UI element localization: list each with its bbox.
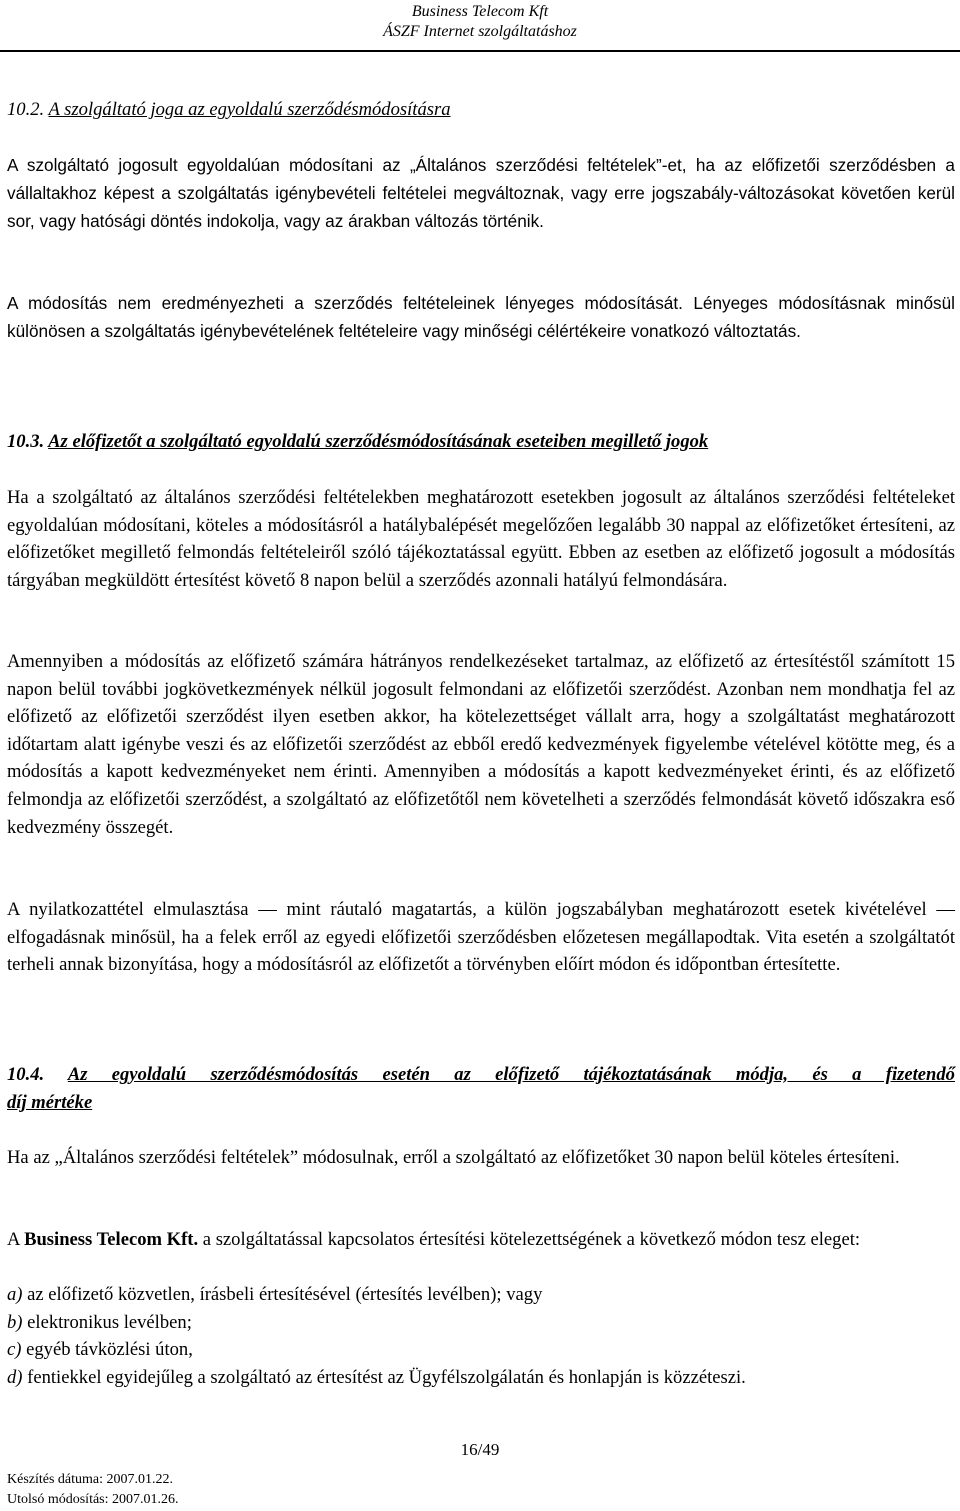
modified-date: Utolsó módosítás: 2007.01.26. [7, 1492, 179, 1507]
section-10-2-paragraph-1: A szolgáltató jogosult egyoldalúan módosítani az „Általános szerződési feltételek”-et, ha az előfizetői szerződésben a vállaltakhoz képest a szolgáltatás igénybevételi feltételei megváltoznak, vagy erre jogszabály-változásokat követően kerül sor, vagy hatósági döntés indokolja, vagy az árakban változás történik. [7, 155, 955, 231]
list-item: b) elektronikus levélben; [7, 1311, 192, 1333]
section-10-2-heading [7, 96, 955, 124]
section-10-3-paragraph-1: Ha a szolgáltató az általános szerződési feltételekben meghatározott esetekben jogosult az általános szerződési feltételeket egyoldalúan módosítani, köteles a módosításról a hatálybalépését megelőzően legalább 30 nappal az előfizetőket értesíteni, az előfizetőket megillető felmondás feltételeiről szóló tájékoztatással együtt. Ebben az esetben az előfizető jogosult a módosítás tárgyában megküldött értesítést követő 8 napon belül a szerződés azonnali hatályú felmondására. [7, 487, 955, 591]
list-item: a) az előfizető közvetlen, írásbeli értesítésével (értesítés levélben); vagy [7, 1284, 543, 1305]
list-marker: d) [7, 1366, 23, 1388]
section-10-3-heading [7, 428, 955, 456]
section-10-2-paragraph-2: A módosítás nem eredményezheti a szerződés feltételeinek lényeges módosítását. Lényeges módosításnak minősül különösen a szolgáltatás igénybevételének feltételeire vagy minőségi célértékeire vonatkozó változtatás. [7, 293, 955, 341]
list-marker: b) [7, 1311, 23, 1333]
section-10-4-paragraph-1: Ha az „Általános szerződési feltételek” módosulnak, erről a szolgáltató az előfizetőket 30 napon belül köteles értesíteni. [7, 1147, 900, 1168]
list-item: d) fentiekkel egyidejűleg a szolgáltató az értesítést az Ügyfélszolgálatán és honlapján is közzéteszi. [7, 1366, 746, 1388]
section-10-4-paragraph-2: A Business Telecom Kft. a szolgáltatással kapcsolatos értesítési kötelezettségének a következő módon tesz eleget: [7, 1229, 861, 1250]
section-title-line-1: Az egyoldalú szerződésmódosítás esetén az előfizető tájékoztatásának módja, és a fizetendő [67, 1064, 955, 1085]
company-name: Business Telecom Kft. [24, 1229, 199, 1250]
section-number: 10.3. [7, 431, 45, 452]
section-number: 10.2. [7, 99, 45, 120]
section-title: Az előfizetőt a szolgáltató egyoldalú szerződésmódosításának eseteiben megillető jogok [48, 431, 709, 452]
section-10-3-paragraph-3: A nyilatkozattétel elmulasztása ― mint ráutaló magatartás, a külön jogszabályban meghatározott esetek kivételével ― elfogadásnak minősül, ha a felek erről az egyedi előfizetői szerződésben előzetesen megállapodtak. Vita esetén a szolgáltatót terheli annak bizonyítása, hogy a módosításról az előfizetőt a törvényben előírt módon és időpontban értesítette. [7, 899, 955, 976]
list-item: c) egyéb távközlési úton, [7, 1339, 193, 1361]
page-number: 16/49 [460, 1440, 500, 1459]
header-divider [0, 50, 960, 52]
section-title: A szolgáltató joga az egyoldalú szerződésmódosításra [48, 99, 451, 120]
list-marker: c) [7, 1339, 22, 1361]
section-number: 10.4. [7, 1064, 45, 1085]
page-header [0, 2, 960, 42]
page-footer [7, 1470, 179, 1510]
header-company: Business Telecom Kft [411, 3, 549, 20]
notification-methods-list [7, 1281, 955, 1391]
section-title-line-2: díj mértéke [7, 1091, 93, 1113]
list-marker: a) [7, 1284, 23, 1305]
created-date: Készítés dátuma: 2007.01.22. [7, 1472, 174, 1487]
section-10-3-paragraph-2: Amennyiben a módosítás az előfizető számára hátrányos rendelkezéseket tartalmaz, az előfizető az értesítéstől számított 15 napon belül további jogkövetkezmények nélkül jogosult felmondani az előfizetői szerződést. Azonban nem mondhatja fel az előfizető az előfizetői szerződést ilyen esetben akkor, ha kötelezettséget vállalt arra, hogy a szolgáltatást meghatározott időtartam alatt igénybe veszi és az előfizetői szerződést az ebből eredő kedvezmények figyelembe vételével kötötte meg, és a módosítás a kapott kedvezményeket nem érinti. Amennyiben a módosítás a kapott kedvezményeket érinti, és az előfizető felmondja az előfizetői szerződést, a szolgáltató az előfizetőtől nem követelheti a szerződés felmondását követő időszakra eső kedvezmény összegét. [7, 651, 955, 838]
header-doc-title: ÁSZF Internet szolgáltatáshoz [383, 23, 577, 40]
section-10-4-heading [7, 1061, 955, 1116]
